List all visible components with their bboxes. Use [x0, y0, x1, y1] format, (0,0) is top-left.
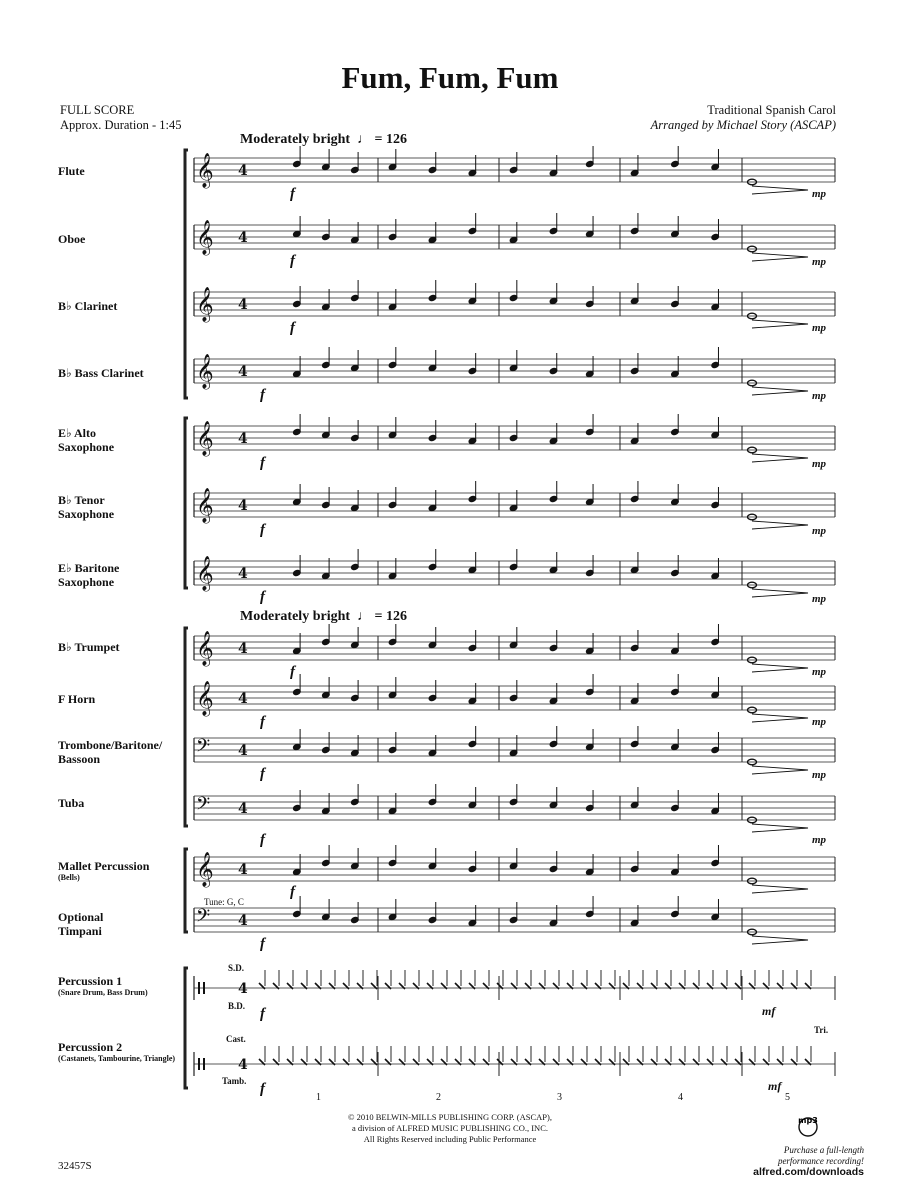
label-percussion-2: Percussion 2 (Castanets, Tambourine, Triangle)	[58, 1040, 176, 1063]
dynamic-mezzo-piano: mp	[812, 525, 827, 537]
measure-number: 2	[436, 1092, 441, 1103]
label-timpani: Optional Timpani	[58, 910, 104, 938]
label-triangle: Tri.	[814, 1025, 829, 1035]
time-signature: 4	[238, 862, 248, 878]
dynamic-forte: f	[260, 455, 265, 471]
label-bass-clarinet: B♭ Bass Clarinet	[58, 366, 144, 380]
time-signature: 4	[238, 230, 248, 246]
dynamic-forte: f	[260, 1081, 265, 1097]
clef-icon: 𝄞	[196, 852, 214, 887]
score-type: FULL SCORE	[60, 103, 135, 117]
clef-icon: 𝄢	[196, 794, 211, 819]
svg-text:mp3: mp3	[798, 1116, 818, 1125]
dynamic-forte: f	[260, 714, 265, 730]
label-oboe: Oboe	[58, 232, 86, 246]
dynamic-forte: f	[290, 664, 295, 680]
dynamic-forte: f	[260, 387, 265, 403]
tempo-marking-brass: Moderately bright ♩ = 126	[240, 609, 408, 624]
clef-icon: 𝄞	[196, 488, 214, 523]
clef-icon: 𝄢	[196, 906, 211, 931]
dynamic-mezzo-piano: mp	[812, 458, 827, 470]
dynamic-forte: f	[290, 884, 295, 900]
dynamic-mezzo-piano: mp	[812, 322, 827, 334]
dynamic-mezzo-forte: mf	[762, 1004, 776, 1018]
clef-icon: 𝄞	[196, 220, 214, 255]
clef-icon: 𝄞	[196, 354, 214, 389]
download-link[interactable]: alfred.com/downloads	[753, 1166, 864, 1178]
dynamic-mezzo-piano: mp	[812, 666, 827, 678]
measure-number: 3	[557, 1092, 562, 1103]
clef-icon: 𝄞	[196, 421, 214, 456]
time-signature: 4	[238, 498, 248, 514]
clef-icon: 𝄞	[196, 287, 214, 322]
time-signature: 4	[238, 801, 248, 817]
label-trombone: Trombone/Baritone/ Bassoon	[58, 738, 163, 766]
label-clarinet: B♭ Clarinet	[58, 299, 118, 313]
dynamic-mezzo-piano: mp	[812, 256, 827, 268]
dynamic-forte: f	[290, 253, 295, 269]
label-castanets: Cast.	[226, 1034, 246, 1044]
catalog-number: 32457S	[58, 1160, 92, 1172]
dynamic-forte: f	[260, 936, 265, 952]
dynamic-mezzo-piano: mp	[812, 188, 827, 200]
label-alto-sax: E♭ Alto Saxophone	[58, 426, 115, 454]
label-flute: Flute	[58, 164, 85, 178]
label-baritone-sax: E♭ Baritone Saxophone	[58, 561, 120, 589]
time-signature: 4	[238, 691, 248, 707]
label-tenor-sax: B♭ Tenor Saxophone	[58, 493, 115, 521]
time-signature: 4	[238, 743, 248, 759]
dynamic-mezzo-piano: mp	[812, 834, 827, 846]
clef-icon: 𝄞	[196, 681, 214, 716]
time-signature: 4	[238, 641, 248, 657]
dynamic-forte: f	[260, 589, 265, 605]
time-signature: 4	[238, 431, 248, 447]
timpani-tune: Tune: G, C	[204, 897, 244, 907]
label-percussion-1: Percussion 1 (Snare Drum, Bass Drum)	[58, 974, 148, 997]
duration: Approx. Duration - 1:45	[60, 118, 182, 132]
quarter-note-icon: ♩	[357, 132, 372, 147]
dynamic-forte: f	[290, 320, 295, 336]
quarter-note-icon: ♩	[357, 609, 372, 624]
dynamic-forte: f	[260, 832, 265, 848]
clef-icon: 𝄞	[196, 153, 214, 188]
label-snare-drum: S.D.	[228, 963, 245, 973]
clef-icon: 𝄢	[196, 736, 211, 761]
measure-number: 4	[678, 1092, 683, 1103]
time-signature: 4	[238, 981, 248, 997]
composer: Traditional Spanish Carol	[707, 103, 836, 117]
time-signature: 4	[238, 364, 248, 380]
measure-number: 5	[785, 1092, 790, 1103]
dynamic-forte: f	[290, 186, 295, 202]
mp3-icon	[796, 1113, 820, 1137]
dynamic-forte: f	[260, 766, 265, 782]
time-signature: 4	[238, 1057, 248, 1073]
label-trumpet: B♭ Trumpet	[58, 640, 120, 654]
time-signature: 4	[238, 913, 248, 929]
copyright-notice: © 2010 BELWIN-MILLS PUBLISHING CORP. (ASCAP), a division of ALFRED MUSIC PUBLISHING CO., INC. All Rights Reserved including Public Performance	[348, 1112, 552, 1144]
dynamic-forte: f	[260, 522, 265, 538]
recording-promo: Purchase a full-length performance recording! alfred.com/downloads	[724, 1145, 864, 1178]
dynamic-mezzo-piano: mp	[812, 769, 827, 781]
time-signature: 4	[238, 163, 248, 179]
dynamic-mezzo-piano: mp	[812, 716, 827, 728]
time-signature: 4	[238, 566, 248, 582]
dynamic-forte: f	[260, 1006, 265, 1022]
label-mallet-percussion: Mallet Percussion (Bells)	[58, 859, 150, 882]
time-signature: 4	[238, 297, 248, 313]
tempo-marking-woodwinds: Moderately bright ♩ = 126	[240, 132, 408, 147]
label-horn: F Horn	[58, 692, 96, 706]
dynamic-mezzo-piano: mp	[812, 593, 827, 605]
clef-icon: 𝄞	[196, 631, 214, 666]
label-bass-drum: B.D.	[228, 1001, 246, 1011]
score-title: Fum, Fum, Fum	[341, 60, 559, 95]
label-tambourine: Tamb.	[222, 1076, 247, 1086]
measure-number: 1	[316, 1092, 321, 1103]
dynamic-mezzo-piano: mp	[812, 390, 827, 402]
clef-icon: 𝄞	[196, 556, 214, 591]
label-tuba: Tuba	[58, 796, 85, 810]
dynamic-mezzo-forte: mf	[768, 1079, 782, 1093]
arranger: Arranged by Michael Story (ASCAP)	[650, 118, 836, 132]
